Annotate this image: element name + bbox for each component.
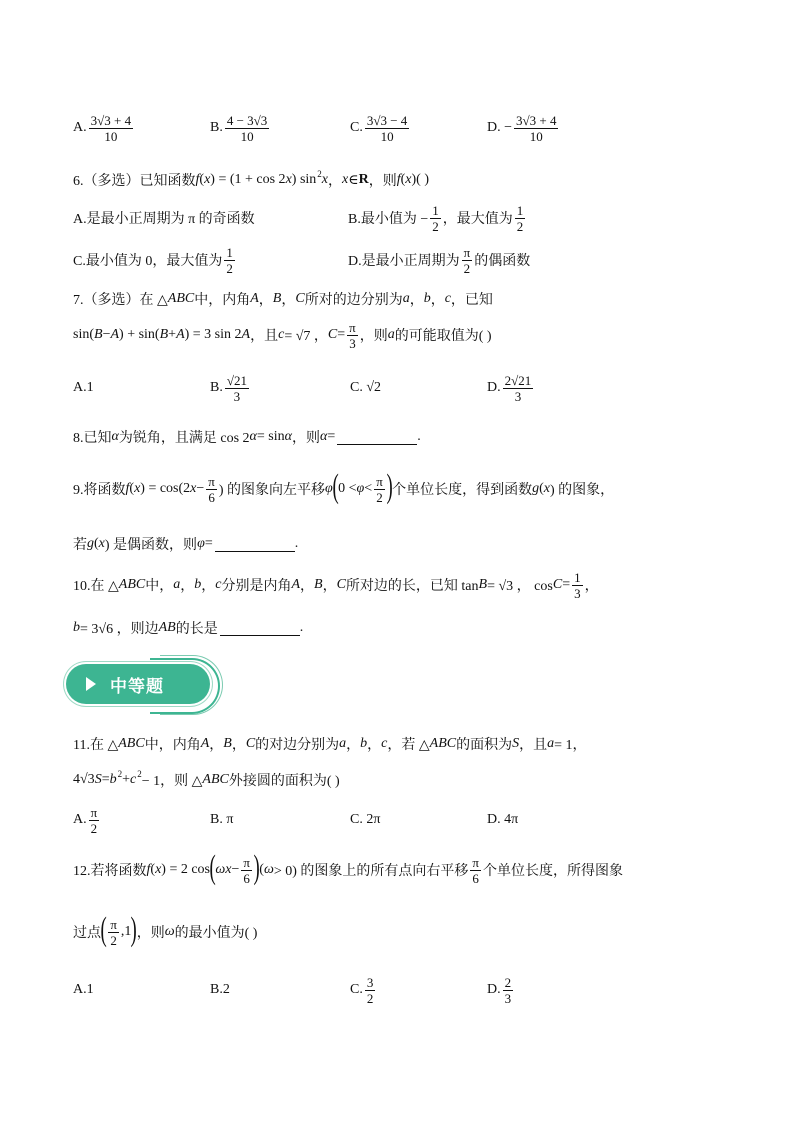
text-segment: ，	[367, 738, 382, 753]
fraction	[89, 805, 100, 836]
text-segment: C. √2	[350, 380, 382, 395]
fraction-numerator: 1	[516, 202, 524, 218]
fraction-numerator: 3√3 + 4	[516, 112, 557, 128]
math-variable: f	[146, 862, 151, 877]
text-segment: ，	[346, 738, 361, 753]
math-variable: C	[245, 736, 256, 751]
text-segment: 外接圆的面积为( )	[228, 774, 340, 789]
text-segment: 若	[73, 538, 87, 553]
text-segment: =	[204, 536, 213, 551]
text-segment: 10.在 △	[73, 579, 119, 594]
text-segment: −	[196, 481, 205, 496]
math-variable: a	[402, 291, 410, 306]
text-segment: (	[259, 862, 264, 877]
fraction-numerator: π	[349, 319, 356, 335]
math-variable: b	[194, 577, 202, 592]
text-segment: ，且	[250, 329, 279, 344]
text-segment: 分别是内角	[221, 579, 292, 594]
text-segment: B.	[210, 380, 223, 395]
text-segment: B.	[210, 120, 223, 135]
fraction	[241, 855, 252, 886]
text-segment: ，	[300, 579, 315, 594]
text-segment: 6.（多选）已知函数	[73, 174, 196, 189]
text-segment: 11.在 △	[73, 738, 119, 753]
text-segment: > 0) 的图象上的所有点向右平移	[273, 864, 469, 879]
fraction-denominator: 6	[243, 870, 250, 886]
text-segment: ，则	[368, 174, 397, 189]
text-segment: ) 的图象向左平移	[218, 483, 326, 498]
math-variable: g	[532, 481, 540, 496]
fraction-denominator: 2	[432, 218, 439, 234]
math-variable: φ	[325, 481, 333, 496]
math-variable: AB	[158, 620, 176, 635]
text-segment: B.2	[210, 982, 230, 997]
math-variable: x	[405, 172, 412, 187]
math-variable: x	[342, 172, 349, 187]
text-segment: 所对的边分别为	[304, 293, 403, 308]
text-segment: 中，内角	[144, 738, 201, 753]
answer-blank	[215, 537, 295, 552]
text-segment: ，	[258, 293, 273, 308]
text-segment: 的偶函数	[474, 254, 531, 269]
fraction-numerator: √21	[226, 372, 247, 388]
fraction-denominator: 2	[463, 260, 471, 276]
text-segment: D. 4π	[487, 812, 519, 827]
fraction-numerator: 1	[226, 244, 233, 260]
fraction-denominator: 2	[516, 218, 524, 234]
math-variable: φ	[197, 536, 205, 551]
math-variable: C	[295, 291, 305, 306]
large-parenthesis: (	[332, 468, 339, 505]
math-variable: x	[321, 172, 328, 187]
text-segment: ，	[201, 579, 216, 594]
fraction-numerator: 1	[432, 202, 439, 218]
text-segment: ，	[231, 738, 246, 753]
text-segment: ，	[430, 293, 445, 308]
fraction	[347, 320, 358, 351]
text-segment: − 1，则 △	[141, 774, 203, 789]
math-variable: x	[155, 862, 162, 877]
text-segment: .	[417, 429, 421, 444]
text-segment: ，	[409, 293, 424, 308]
math-variable: φ	[356, 481, 365, 496]
text-segment: )( )	[411, 172, 429, 187]
text-segment: −	[102, 327, 111, 342]
fraction	[503, 975, 514, 1006]
math-variable: a	[173, 577, 181, 592]
fraction	[225, 113, 269, 144]
math-variable: α	[249, 429, 257, 444]
text-segment: ，	[281, 293, 296, 308]
fraction-denominator: 3	[349, 335, 356, 351]
math-variable: x	[98, 536, 105, 551]
text-segment: = √3 ， cos	[487, 579, 553, 594]
math-variable: x	[190, 481, 197, 496]
math-variable: c	[444, 291, 451, 306]
answer-blank	[337, 430, 417, 445]
fraction-denominator: 2	[226, 260, 233, 276]
text-segment: (	[94, 536, 99, 551]
text-segment: =	[562, 577, 571, 592]
text-segment: C. 2π	[350, 812, 381, 827]
text-segment: 所对边的长，已知 tan	[345, 579, 479, 594]
fraction-numerator: π	[463, 244, 471, 260]
math-variable: A	[291, 577, 301, 592]
math-variable: B	[314, 577, 323, 592]
math-variable: b	[423, 291, 431, 306]
math-variable: x	[543, 481, 550, 496]
text-segment: 的长是	[175, 622, 218, 637]
math-variable: ABC	[429, 736, 457, 751]
text-segment: ，	[180, 579, 195, 594]
superscript: 2	[117, 769, 123, 779]
text-segment: (	[400, 172, 406, 187]
fraction-numerator: 3√3 + 4	[90, 112, 132, 128]
text-segment: =	[101, 772, 110, 787]
math-variable: x	[204, 172, 211, 187]
text-segment: (	[539, 481, 544, 496]
fraction	[108, 917, 119, 948]
fraction	[206, 474, 217, 505]
fraction-numerator: 1	[574, 569, 581, 585]
text-segment: ，则	[136, 926, 165, 941]
fraction-denominator: 10	[380, 128, 394, 144]
math-variable: B	[159, 327, 169, 342]
text-segment: ) + sin(	[119, 327, 160, 342]
fraction-denominator: 2	[110, 932, 117, 948]
text-segment: A.1	[73, 380, 94, 395]
fraction-denominator: 3	[574, 585, 581, 601]
play-triangle-icon	[86, 677, 96, 691]
text-segment: = 1，	[554, 738, 587, 753]
fraction-denominator: 3	[233, 388, 241, 404]
text-segment: A.是最小正周期为 π 的奇函数	[73, 212, 255, 227]
text-segment: B. π	[210, 812, 234, 827]
text-segment: ，则	[359, 329, 388, 344]
fraction	[503, 373, 534, 404]
math-variable: ABC	[167, 291, 195, 306]
fraction-denominator: 6	[208, 489, 215, 505]
text-segment: 的可能取值为( )	[394, 329, 492, 344]
math-variable: ABC	[118, 577, 146, 592]
math-variable: B	[94, 327, 103, 342]
text-segment: −	[231, 862, 240, 877]
fraction-numerator: 2	[504, 974, 512, 990]
text-segment: =	[337, 327, 346, 342]
math-variable: A	[176, 327, 185, 342]
text-segment: ，	[328, 174, 342, 189]
text-segment: ，且	[519, 738, 548, 753]
text-segment: ∈	[348, 172, 359, 188]
text-segment: 过点	[73, 926, 101, 941]
fraction-denominator: 2	[376, 489, 383, 505]
large-parenthesis: )	[253, 849, 260, 886]
math-variable: x	[134, 481, 141, 496]
math-variable: A	[250, 291, 259, 306]
section-badge	[66, 664, 210, 704]
math-variable: S	[94, 772, 102, 787]
fraction	[224, 245, 235, 276]
text-segment: D.	[487, 380, 501, 395]
text-segment: (	[199, 172, 205, 187]
large-parenthesis: )	[386, 468, 393, 505]
fraction-denominator: 3	[514, 388, 522, 404]
text-segment: ) 的图象，	[549, 483, 615, 498]
fraction	[225, 373, 249, 404]
text-segment: 的最小值为( )	[174, 926, 258, 941]
math-variable: A	[200, 736, 210, 751]
math-variable: b	[73, 620, 80, 635]
text-segment: 12.若将函数	[73, 864, 147, 879]
fraction-numerator: 3√3 − 4	[366, 112, 408, 128]
math-variable: α	[111, 429, 119, 444]
text-segment: 个单位长度，得到函数	[392, 483, 533, 498]
text-segment: 7.（多选）在 △	[73, 293, 168, 308]
text-segment: .	[299, 620, 304, 635]
text-segment: =	[327, 429, 336, 444]
fraction-denominator: 10	[240, 128, 254, 144]
math-variable: S	[512, 736, 520, 751]
fraction	[374, 474, 385, 505]
math-variable: b	[109, 772, 117, 787]
math-variable: a	[387, 327, 395, 342]
text-segment: ) 是偶函数，则	[104, 538, 198, 553]
math-variable: c	[130, 772, 137, 787]
text-segment: B.最小值为 −	[348, 212, 429, 227]
fraction-denominator: 10	[104, 128, 118, 144]
math-variable: ABC	[118, 736, 145, 751]
text-segment: <	[364, 481, 373, 496]
text-segment: ) sin	[291, 172, 317, 187]
text-segment: A.	[73, 120, 87, 135]
fraction	[430, 203, 441, 234]
math-variable: g	[87, 536, 94, 551]
text-segment: +	[122, 772, 130, 787]
fraction	[365, 975, 376, 1006]
superscript: 2	[137, 769, 142, 779]
math-variable: ω	[263, 862, 274, 877]
text-segment: ,1	[120, 924, 132, 939]
section-badge-label: 中等题	[110, 676, 164, 697]
math-variable: a	[339, 736, 347, 751]
fraction-numerator: 4 − 3√3	[226, 112, 268, 128]
math-variable: ω	[164, 924, 175, 939]
fraction	[470, 855, 481, 886]
text-segment: D.	[487, 982, 501, 997]
math-variable: α	[319, 429, 328, 444]
text-segment: ，已知	[450, 293, 493, 308]
large-parenthesis: (	[209, 849, 216, 886]
text-segment: = sin	[256, 429, 285, 444]
text-segment: ，	[584, 579, 599, 594]
text-segment: ，则	[291, 431, 320, 446]
math-variable: α	[284, 429, 292, 444]
math-variable: f	[195, 172, 200, 187]
text-segment: D. −	[487, 120, 513, 135]
fraction	[514, 113, 558, 144]
math-variable: A	[110, 327, 120, 342]
math-variable: c	[215, 577, 222, 592]
text-segment: (	[150, 862, 156, 877]
math-variable: ωx	[215, 862, 232, 877]
fraction	[365, 113, 409, 144]
fraction-numerator: π	[472, 854, 479, 870]
text-segment: ，若 △	[387, 738, 430, 753]
text-segment: ) = 3 sin 2	[184, 327, 242, 342]
text-segment: = 3√6 ，则边	[80, 622, 159, 637]
fraction-numerator: π	[243, 854, 250, 870]
math-bold-symbol: R	[358, 172, 369, 187]
math-variable: x	[285, 172, 292, 187]
fraction-denominator: 6	[472, 870, 479, 886]
fraction-denominator: 3	[504, 990, 512, 1006]
text-segment: ) = (1 + cos 2	[210, 172, 286, 187]
text-segment: ，最大值为	[442, 212, 513, 227]
text-segment: ，	[209, 738, 224, 753]
text-segment: C.	[350, 120, 363, 135]
math-variable: a	[547, 736, 555, 751]
math-variable: f	[396, 172, 401, 187]
math-variable: f	[125, 481, 130, 496]
fraction-numerator: 2√21	[504, 372, 532, 388]
fraction-denominator: 2	[366, 990, 374, 1006]
text-segment: A.	[73, 812, 87, 827]
math-variable: B	[272, 291, 282, 306]
fraction	[572, 570, 583, 601]
fraction	[89, 113, 133, 144]
fraction-numerator: 3	[366, 974, 374, 990]
text-segment: .	[294, 536, 299, 551]
text-segment: 4√3	[73, 772, 95, 787]
math-variable: A	[241, 327, 251, 342]
text-segment: C.最小值为 0，最大值为	[73, 254, 223, 269]
text-segment: 9.将函数	[73, 483, 126, 498]
text-segment: 0 <	[338, 481, 357, 496]
math-variable: C	[336, 577, 346, 592]
large-parenthesis: )	[130, 911, 138, 948]
math-variable: c	[381, 736, 388, 751]
fraction-denominator: 10	[529, 128, 543, 144]
text-segment: C.	[350, 982, 363, 997]
text-segment: 为锐角，且满足 cos 2	[118, 431, 250, 446]
text-segment: 个单位长度，所得图象	[482, 864, 623, 879]
fraction-numerator: π	[208, 473, 215, 489]
superscript: 2	[317, 169, 322, 179]
text-segment: sin(	[73, 327, 94, 342]
text-segment: +	[168, 327, 177, 342]
text-segment: 中，内角	[194, 293, 251, 308]
text-segment: 8.已知	[73, 431, 112, 446]
fraction-numerator: π	[90, 804, 98, 820]
math-variable: C	[552, 577, 563, 592]
large-parenthesis: (	[100, 911, 107, 948]
math-variable: B	[223, 736, 232, 751]
math-variable: c	[278, 327, 285, 342]
fraction-numerator: π	[110, 916, 117, 932]
text-segment: D.是最小正周期为	[348, 254, 460, 269]
math-variable: ABC	[202, 772, 229, 787]
text-segment: A.1	[73, 982, 94, 997]
fraction	[515, 203, 526, 234]
math-variable: B	[478, 577, 488, 592]
fraction-denominator: 2	[90, 820, 98, 836]
text-segment: 中，	[145, 579, 174, 594]
text-segment: ) = 2 cos	[161, 862, 211, 877]
fraction-numerator: π	[376, 473, 383, 489]
math-variable: b	[360, 736, 368, 751]
text-segment: ，	[322, 579, 337, 594]
text-segment: 的对边分别为	[255, 738, 340, 753]
text-segment: 的面积为	[456, 738, 513, 753]
math-variable: C	[327, 327, 338, 342]
text-segment: ) = cos(2	[140, 481, 191, 496]
text-segment: (	[129, 481, 135, 496]
answer-blank	[220, 621, 300, 636]
text-segment: = √7 ，	[284, 329, 328, 344]
fraction	[462, 245, 473, 276]
